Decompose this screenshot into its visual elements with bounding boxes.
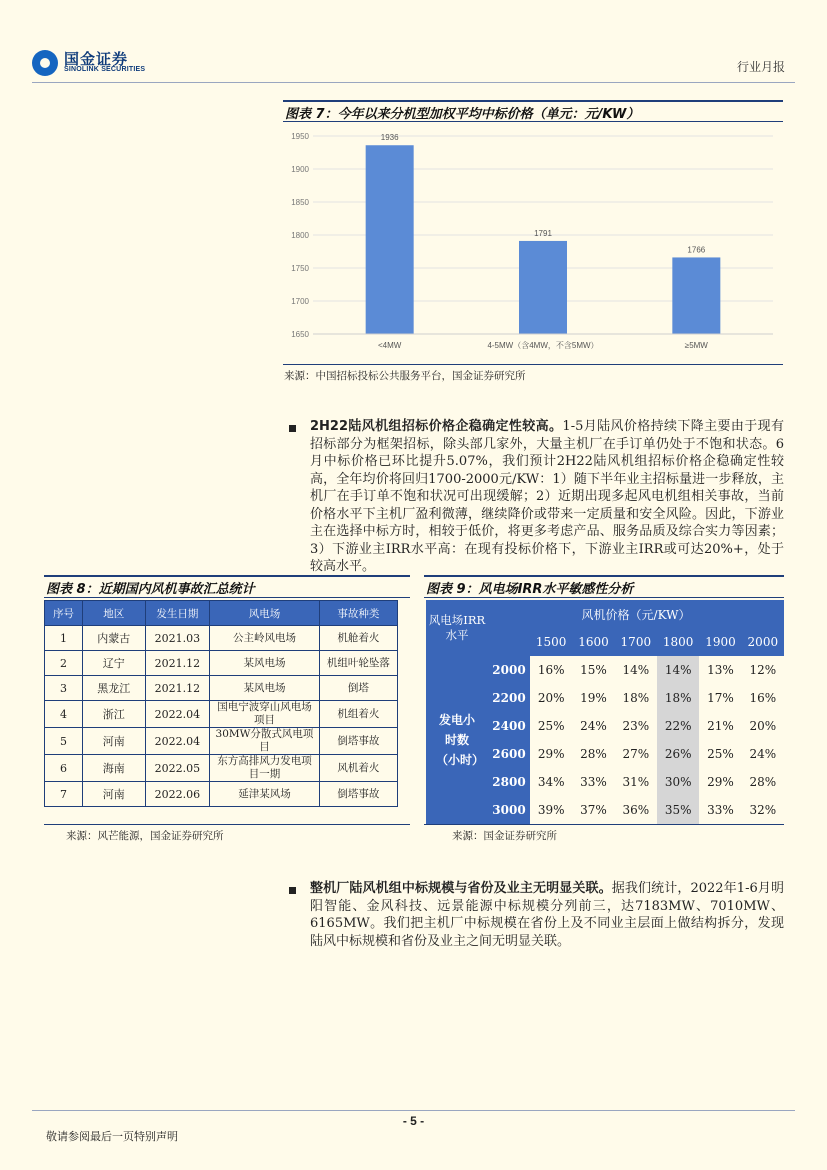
table-cell: 17% [707,691,734,705]
irr-table-hours: 2200 [488,684,530,712]
accident-table [44,600,398,807]
irr-table-hours: 2400 [488,712,530,740]
irr-table-price: 1700 [615,628,657,656]
table-cell: 23% [622,719,650,733]
table-cell: 机组着火 [319,701,397,728]
table-cell: 32% [749,803,777,817]
table-cell: 37% [580,803,607,817]
irr-table-hours: 2600 [488,740,530,768]
table-cell: 2021.12 [145,676,209,701]
irr-table-hours: 2000 [488,656,530,684]
x-tick-label: 4-5MW（含4MW，不含5MW） [487,341,599,350]
table-cell: 21% [707,719,734,733]
table-cell: 30% [657,768,699,796]
table-cell: 19% [580,691,607,705]
irr-table-price: 1900 [699,628,741,656]
bar [366,145,414,334]
paragraph-market-share [310,880,784,950]
x-tick-label: <4MW [377,341,402,350]
table-row [45,676,398,701]
bar-value-label: 1766 [687,245,706,255]
paragraph-irr-body: 1-5月陆风价格持续下降主要由于现有招标部分为框架招标，除头部几家外，大量主机厂在手订单仍处于不饱和状态。6月中标价格已环比提升5.07%，我们预计2H22陆风机组招标价格企稳确定性较高，全年均价将回归1700-2000元/KW：1）随下半年业主招标量进一步释放，主机厂在手订单不饱和状况可出现缓解；2）近期出现多起风电机组相关事故，当前价格水平下主机厂盈利微薄，继续降价或带来一定质量和安全风险。因此，下游业主在选择中标方时，相较于低价，将更多考虑产品、服务品质及综合实力等因素；3）下游业主IRR水平高：在现有投标价格下，下游业主IRR或可达20%+，处于较高水平。 [310,419,784,574]
table-cell: 河南 [82,728,145,755]
accident-table-col-header: 发生日期 [145,601,209,626]
figure7-bottom-rule [283,364,783,365]
table-cell: 海南 [82,755,145,782]
bar-value-label: 1936 [380,133,399,143]
table-cell: 倒塔 [319,676,397,701]
table-cell: 黑龙江 [82,676,145,701]
table-cell: 39% [537,803,565,817]
table-cell: 28% [580,747,607,761]
table-cell: 2022.04 [145,701,209,728]
table-cell: 25% [707,747,734,761]
figure7-bar-chart [283,124,783,364]
table-cell: 33% [580,775,607,789]
table-cell: 某风电场 [210,676,320,701]
table-row [45,728,398,755]
figure7-top-rule [283,100,783,102]
paragraph-market-share-lead: 整机厂陆风机组中标规模与省份及业主无明显关联。 [310,881,612,896]
page-number: - 5 - [402,1114,425,1128]
accident-table-col-header: 风电场 [210,601,320,626]
bullet-icon [289,425,296,432]
table-cell: 某风电场 [210,651,320,676]
report-type: 行业月报 [736,60,785,74]
table-cell: 15% [580,663,607,677]
table-cell: 3 [45,676,83,701]
table-cell: 2021.12 [145,651,209,676]
table-cell: 7 [45,782,83,807]
table-cell: 河南 [82,782,145,807]
disclaimer: 敬请参阅最后一页特别声明 [46,1130,178,1143]
table-cell: 2022.04 [145,728,209,755]
table-cell: 风机着火 [319,755,397,782]
paragraph-irr [310,418,784,576]
table-cell: 33% [707,803,734,817]
table-cell: 29% [707,775,734,789]
figure8-top-rule [44,575,410,577]
table-cell: 20% [749,719,777,733]
logo-mark-icon [32,50,58,76]
table-cell: 14% [657,656,699,684]
table-cell: 28% [749,775,777,789]
table-cell: 16% [749,691,777,705]
footer-divider [32,1110,795,1111]
table-row [45,782,398,807]
y-tick-label: 1900 [291,165,309,174]
y-tick-label: 1950 [291,132,309,141]
y-tick-label: 1700 [291,297,309,306]
table-cell: 6 [45,755,83,782]
table-cell: 16% [537,663,565,677]
table-cell: 倒塔事故 [319,782,397,807]
table-cell: 5 [45,728,83,755]
table-cell: 24% [580,719,607,733]
table-cell: 14% [622,663,650,677]
irr-table-hours: 3000 [488,796,530,824]
x-tick-label: ≥5MW [684,341,708,350]
irr-table-price: 1800 [657,628,699,656]
bar [672,257,720,334]
table-cell: 36% [622,803,650,817]
table-cell: 浙江 [82,701,145,728]
table-cell: 1 [45,626,83,651]
accident-table-header [45,601,398,626]
table-cell: 机舱着火 [319,626,397,651]
y-tick-label: 1800 [291,231,309,240]
accident-table-col-header: 事故种类 [319,601,397,626]
figure8-title-rule [44,597,410,598]
table-cell: 24% [749,747,777,761]
table-cell: 国电宁波穿山风电场项目 [210,701,320,728]
table-cell: 2022.05 [145,755,209,782]
table-cell: 34% [537,775,565,789]
figure8-title: 图表 8：近期国内风机事故汇总统计 [46,582,255,597]
figure9-bottom-rule [424,824,784,825]
figure9-top-rule [424,575,784,577]
irr-table-price: 1500 [530,628,572,656]
table-cell: 26% [657,740,699,768]
paragraph-market-share-body: 据我们统计，2022年1-6月明阳智能、金风科技、远景能源中标规模分列前三，达7183MW、7010MW、6165MW。我们把主机厂中标规模在省份上及不同业主层面上做结构拆分，发现陆风中标规模和省份及业主之间无明显关联。 [310,881,784,949]
accident-table-col-header: 序号 [45,601,83,626]
y-tick-label: 1850 [291,198,309,207]
irr-table-spacer [488,628,530,656]
logo-text-cn: 国金证券 [64,50,129,68]
irr-table-price: 1600 [572,628,614,656]
table-cell: 31% [622,775,650,789]
table-cell: 4 [45,701,83,728]
table-cell: 2022.06 [145,782,209,807]
table-cell: 12% [749,663,777,677]
table-cell: 内蒙古 [82,626,145,651]
company-logo [32,46,162,78]
table-cell: 倒塔事故 [319,728,397,755]
figure8-bottom-rule [44,824,410,825]
table-cell: 辽宁 [82,651,145,676]
table-cell: 公主岭风电场 [210,626,320,651]
irr-table-price-header: 风机价格（元/KW） [488,600,784,628]
table-cell: 13% [707,663,734,677]
table-cell: 27% [622,747,650,761]
y-tick-label: 1650 [291,330,309,339]
table-cell: 20% [537,691,565,705]
irr-table-price: 2000 [742,628,784,656]
table-cell: 东方高排风力发电项目一期 [210,755,320,782]
table-cell: 机组叶轮坠落 [319,651,397,676]
figure9-source: 来源：国金证券研究所 [452,830,557,842]
figure9-title-rule [424,597,784,598]
table-row [45,755,398,782]
figure8-source: 来源：风芒能源，国金证券研究所 [66,830,224,842]
figure7-title-rule [283,121,783,122]
irr-sensitivity-table [426,600,784,824]
irr-table-hours-label: 发电小时数（小时） [426,656,488,824]
bullet-icon [289,887,296,894]
table-cell: 22% [657,712,699,740]
table-cell: 延津某风场 [210,782,320,807]
table-cell: 2021.03 [145,626,209,651]
irr-table-corner: 风电场IRR水平 [426,600,488,656]
table-cell: 29% [537,747,565,761]
table-row [426,656,784,684]
figure9-title: 图表 9：风电场IRR水平敏感性分析 [426,582,634,597]
table-cell: 25% [537,719,565,733]
bar [519,241,567,334]
table-cell: 18% [622,691,650,705]
table-cell: 18% [657,684,699,712]
bar-value-label: 1791 [534,228,552,238]
irr-table-hours: 2800 [488,768,530,796]
table-cell: 2 [45,651,83,676]
paragraph-irr-lead: 2H22陆风机组招标价格企稳确定性较高。 [310,419,563,434]
accident-table-col-header: 地区 [82,601,145,626]
table-row [45,626,398,651]
figure7-title: 图表 7：今年以来分机型加权平均中标价格（单元：元/KW） [285,107,640,122]
logo-text-en: SINOLINK SECURITIES [64,66,146,73]
y-tick-label: 1750 [291,264,309,273]
header-divider [32,82,795,83]
table-row [45,651,398,676]
table-row [45,701,398,728]
figure7-source: 来源：中国招标投标公共服务平台，国金证券研究所 [284,370,526,382]
table-cell: 30MW分散式风电项目 [210,728,320,755]
table-cell: 35% [657,796,699,824]
